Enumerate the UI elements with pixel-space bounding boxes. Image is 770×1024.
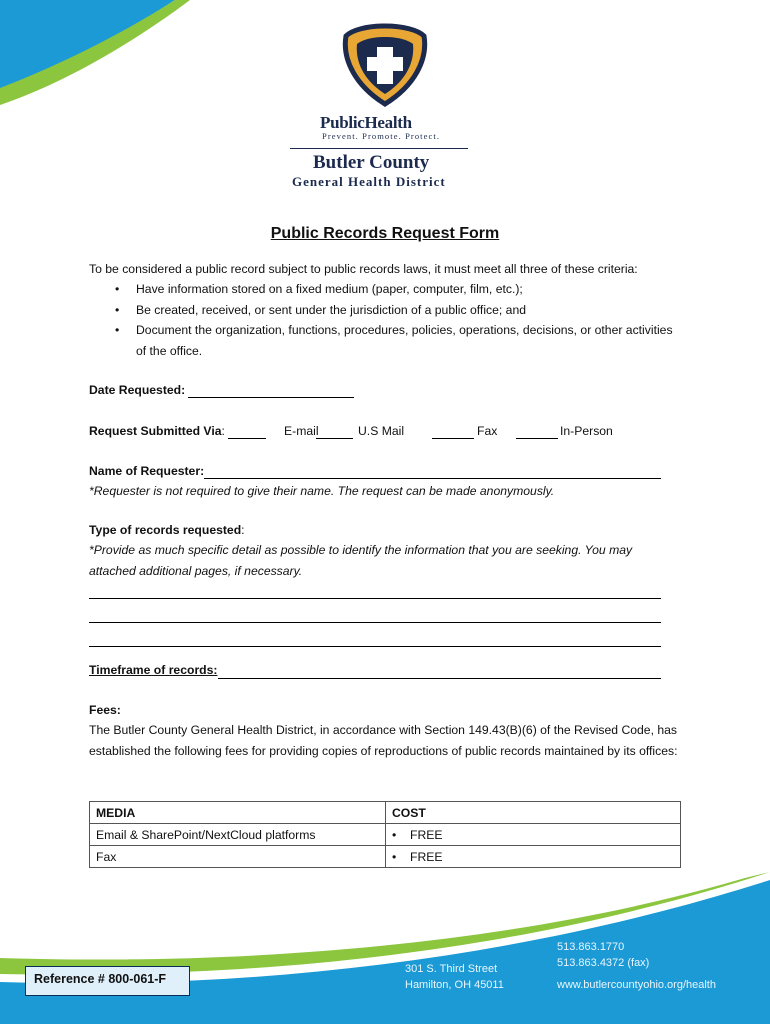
requester-name-field[interactable] [204,478,661,479]
timeframe-label: Timeframe of records: [89,663,218,677]
records-type-row: Type of records requested: [89,523,245,537]
requester-name-label: Name of Requester: [89,464,205,478]
website-link[interactable]: www.butlercountyohio.org/health [557,979,716,991]
fax-number: 513.863.4372 (fax) [557,957,650,969]
brand-divider [290,148,468,149]
table-row [90,824,681,846]
records-type-label: Type of records requested [89,523,242,537]
date-requested-field[interactable] [188,397,354,398]
table-header-row [90,802,681,824]
in-person-check-field[interactable] [516,438,558,439]
email-check-field[interactable] [228,438,266,439]
option-email: E-mail [284,424,319,438]
criteria-list [115,279,676,361]
phone-number: 513.863.1770 [557,941,625,953]
mail-check-field[interactable] [316,438,353,439]
timeframe-field[interactable] [218,678,661,679]
date-requested-label: Date Requested: [89,383,186,397]
cost-cell: • FREE [386,846,681,868]
records-description-line[interactable] [89,646,661,647]
records-description-line[interactable] [89,598,661,599]
fax-check-field[interactable] [432,438,474,439]
address-line1: 301 S. Third Street [405,963,498,975]
brand-tagline: Prevent. Promote. Protect. [322,131,441,141]
criteria-item: • Have information stored on a fixed medium (paper, computer, film, etc.); [115,279,676,300]
column-header-cost: COST [386,802,681,824]
cost-cell: • FREE [386,824,681,846]
cost-value: FREE [410,827,443,842]
brand-county: Butler County [313,152,430,173]
reference-number: Reference # 800-061-F [34,972,167,986]
media-cell: Email & SharePoint/NextCloud platforms [90,824,386,846]
option-in-person: In-Person [560,424,613,438]
option-mail: U.S Mail [358,424,405,438]
column-header-media: MEDIA [90,802,386,824]
media-cell: Fax [90,846,386,868]
footer-swoosh-graphic [0,870,770,1024]
intro-text: To be considered a public record subject to public records laws, it must meet all three of these criteria: [89,262,638,276]
request-via-row: Request Submitted Via: [89,424,225,438]
records-type-note: *Provide as much specific detail as possible to identify the information that you are seeking. You may attached additional pages, if necessary. [89,543,633,578]
cost-value: FREE [410,849,443,864]
public-health-shield-logo [290,20,480,110]
address-line2: Hamilton, OH 45011 [405,979,504,991]
fees-text: The Butler County General Health District, in accordance with Section 149.43(B)(6) of the Revised Code, has established the following fees for providing copies of reproductions of public records maintained by its offices: [89,723,678,758]
brand-name: PublicHealth [320,113,412,132]
fees-table [89,801,681,868]
criteria-item: • Document the organization, functions, procedures, policies, operations, decisions, or other activities of the office. [115,320,676,361]
fees-label: Fees: [89,703,121,717]
page-title: Public Records Request Form [270,225,500,242]
brand-district: General Health District [292,174,446,189]
table-row [90,846,681,868]
requester-name-note: *Requester is not required to give their name. The request can be made anonymously. [89,484,555,498]
option-fax: Fax [477,424,498,438]
header-swoosh-graphic [0,0,200,105]
request-via-label: Request Submitted Via [89,424,222,438]
criteria-item: • Be created, received, or sent under the jurisdiction of a public office; and [115,300,676,321]
records-description-line[interactable] [89,622,661,623]
